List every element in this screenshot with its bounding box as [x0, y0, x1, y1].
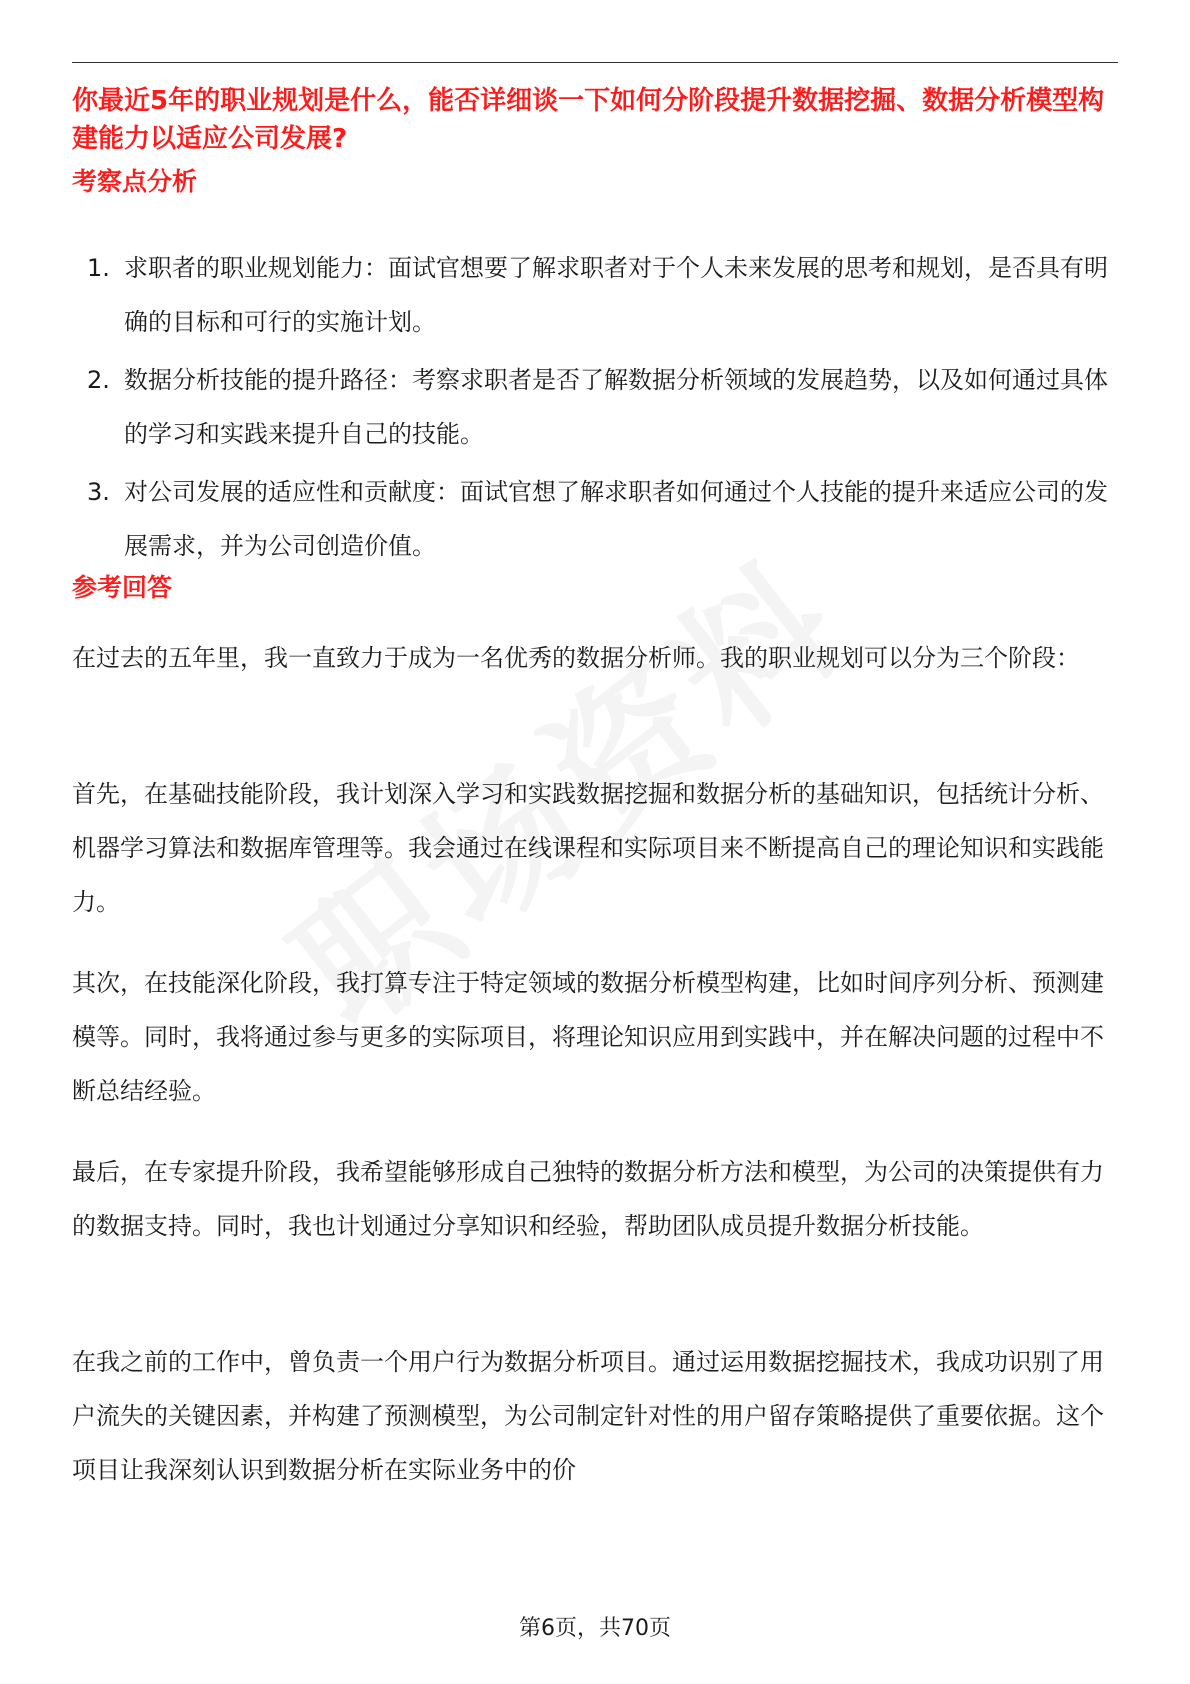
item-number: 2. — [87, 366, 110, 394]
interview-question: 你最近5年的职业规划是什么，能否详细谈一下如何分阶段提升数据挖掘、数据分析模型构建能力以适应公司发展? — [72, 86, 1105, 154]
answer-paragraph: 最后，在专家提升阶段，我希望能够形成自己独特的数据分析方法和模型，为公司的决策提供有力的数据支持。同时，我也计划通过分享知识和经验，帮助团队成员提升数据分析技能。 — [72, 1158, 1104, 1240]
item-text: 求职者的职业规划能力：面试官想要了解求职者对于个人未来发展的思考和规划，是否具有明确的目标和可行的实施计划。 — [124, 254, 1108, 336]
analysis-item — [72, 353, 1118, 461]
item-number: 3. — [87, 478, 110, 506]
analysis-heading: 考察点分析 — [72, 167, 198, 196]
item-text: 数据分析技能的提升路径：考察求职者是否了解数据分析领域的发展趋势，以及如何通过具体的学习和实践来提升自己的技能。 — [124, 366, 1108, 448]
answer-paragraph: 在我之前的工作中，曾负责一个用户行为数据分析项目。通过运用数据挖掘技术，我成功识别了用户流失的关键因素，并构建了预测模型，为公司制定针对性的用户留存策略提供了重要依据。这个项目让我深刻认识到数据分析在实际业务中的价 — [72, 1348, 1104, 1484]
item-text: 对公司发展的适应性和贡献度：面试官想了解求职者如何通过个人技能的提升来适应公司的发展需求，并为公司创造价值。 — [124, 478, 1108, 560]
analysis-item — [72, 241, 1118, 349]
answer-heading: 参考回答 — [72, 573, 173, 602]
top-divider — [72, 62, 1118, 63]
analysis-list — [72, 241, 1118, 577]
answer-paragraph: 其次，在技能深化阶段，我打算专注于特定领域的数据分析模型构建，比如时间序列分析、预测建模等。同时，我将通过参与更多的实际项目，将理论知识应用到实践中，并在解决问题的过程中不断总结经验。 — [72, 969, 1104, 1105]
analysis-item — [72, 465, 1118, 573]
page-footer: 第6页，共70页 — [519, 1616, 671, 1641]
answer-paragraph: 在过去的五年里，我一直致力于成为一名优秀的数据分析师。我的职业规划可以分为三个阶段： — [72, 644, 1080, 672]
item-number: 1. — [87, 254, 110, 282]
answer-paragraph: 首先，在基础技能阶段，我计划深入学习和实践数据挖掘和数据分析的基础知识，包括统计分析、机器学习算法和数据库管理等。我会通过在线课程和实际项目来不断提高自己的理论知识和实践能力。 — [72, 780, 1104, 916]
